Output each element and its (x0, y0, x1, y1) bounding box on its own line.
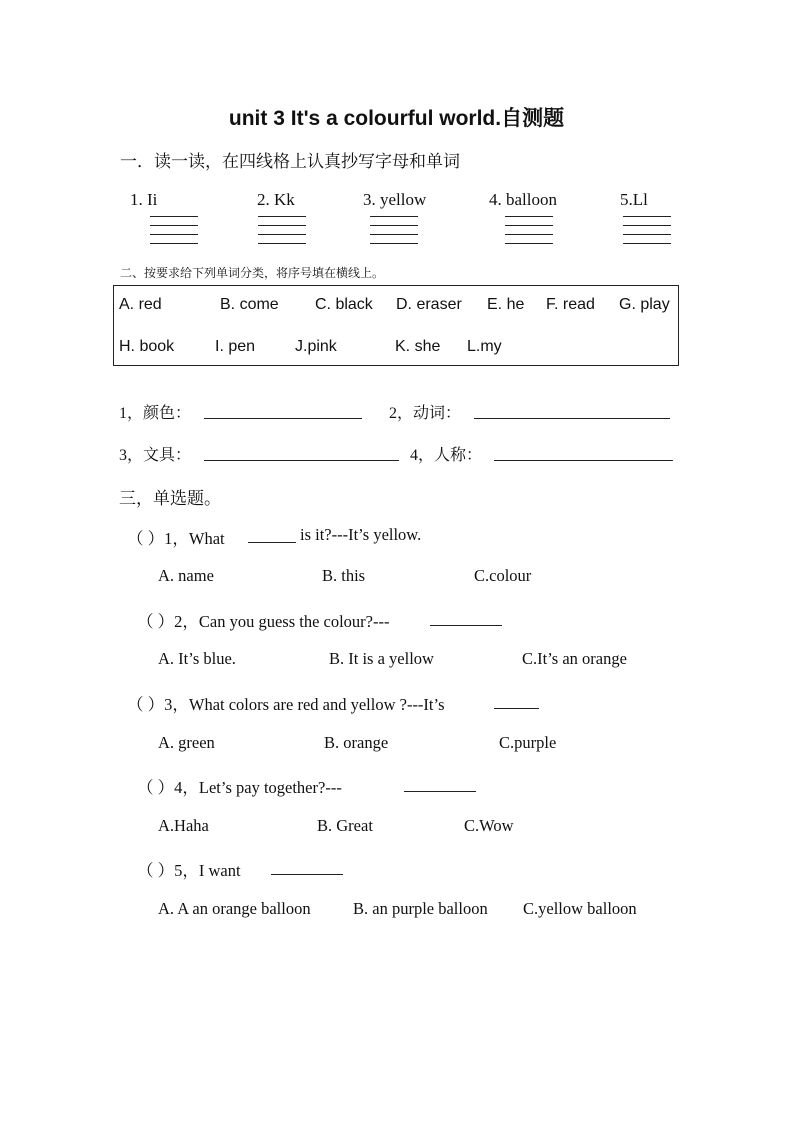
question-4-choice-a: A.Haha (158, 816, 209, 835)
question-5-blank[interactable] (271, 874, 343, 875)
word-option-l: L.my (467, 338, 502, 355)
question-3-choice-a: A. green (158, 733, 215, 752)
question-1-blank[interactable] (248, 542, 296, 543)
question-1-choice-b: B. this (322, 566, 366, 585)
category-label-stationery: 3，文具： (119, 447, 192, 464)
four-line-grid-5[interactable] (623, 216, 671, 252)
question-4-choice-c: C.Wow (464, 816, 514, 835)
question-5-choice-b: B. an purple balloon (353, 899, 488, 918)
word-option-h: H. book (119, 338, 175, 355)
word-option-e: E. he (487, 296, 525, 313)
category-label-colour: 1，颜色： (119, 405, 192, 422)
category-label-verb: 2，动词： (389, 405, 462, 422)
question-5-stem: （ ）5，I want (137, 861, 241, 880)
question-5-choice-a: A. A an orange balloon (158, 899, 311, 918)
four-line-grid-4[interactable] (505, 216, 553, 252)
section1-heading: 一．读一读，在四线格上认真抄写字母和单词 (120, 152, 460, 171)
question-2-blank[interactable] (430, 625, 502, 626)
page-title: unit 3 It's a colourful world.自测题 (228, 107, 565, 130)
four-line-grid-3[interactable] (370, 216, 418, 252)
category-label-person: 4，人称： (410, 447, 483, 464)
copy-item-1: 1. Ii (130, 190, 158, 209)
word-option-f: F. read (546, 296, 595, 313)
copy-item-5: 5.Ll (620, 190, 648, 209)
category-blank-colour[interactable] (204, 418, 362, 419)
question-1-stem-start: （ ）1，What (127, 529, 225, 548)
category-blank-verb[interactable] (474, 418, 670, 419)
question-2-stem: （ ）2，Can you guess the colour?--- (137, 612, 390, 631)
section2-heading: 二、按要求给下列单词分类，将序号填在横线上。 (120, 266, 385, 280)
question-5-choice-c: C.yellow balloon (523, 899, 637, 918)
category-blank-person[interactable] (494, 460, 673, 461)
question-2-choice-b: B. It is a yellow (329, 649, 434, 668)
copy-item-4: 4. balloon (489, 190, 557, 209)
word-option-i: I. pen (215, 338, 256, 355)
question-3-choice-b: B. orange (324, 733, 389, 752)
question-3-blank[interactable] (494, 708, 539, 709)
question-1-choice-a: A. name (158, 566, 214, 585)
word-option-g: G. play (619, 296, 670, 313)
copy-item-2: 2. Kk (257, 190, 295, 209)
question-1-stem-end: is it?---It’s yellow. (300, 525, 422, 544)
category-blank-stationery[interactable] (204, 460, 399, 461)
section3-heading: 三，单选题。 (119, 489, 221, 508)
word-option-k: K. she (395, 338, 441, 355)
question-3-stem: （ ）3，What colors are red and yellow ?---It’s (127, 695, 445, 714)
question-4-choice-b: B. Great (317, 816, 373, 835)
copy-item-3: 3. yellow (363, 190, 427, 209)
four-line-grid-1[interactable] (150, 216, 198, 252)
question-3-choice-c: C.purple (499, 733, 557, 752)
question-4-stem: （ ）4，Let’s pay together?--- (137, 778, 342, 797)
word-option-b: B. come (220, 296, 279, 313)
word-option-c: C. black (315, 296, 373, 313)
word-option-j: J.pink (295, 338, 337, 355)
question-4-blank[interactable] (404, 791, 476, 792)
four-line-grid-2[interactable] (258, 216, 306, 252)
question-2-choice-a: A. It’s blue. (158, 649, 236, 668)
word-option-d: D. eraser (396, 296, 462, 313)
word-option-a: A. red (119, 296, 162, 313)
question-1-choice-c: C.colour (474, 566, 532, 585)
question-2-choice-c: C.It’s an orange (522, 649, 627, 668)
